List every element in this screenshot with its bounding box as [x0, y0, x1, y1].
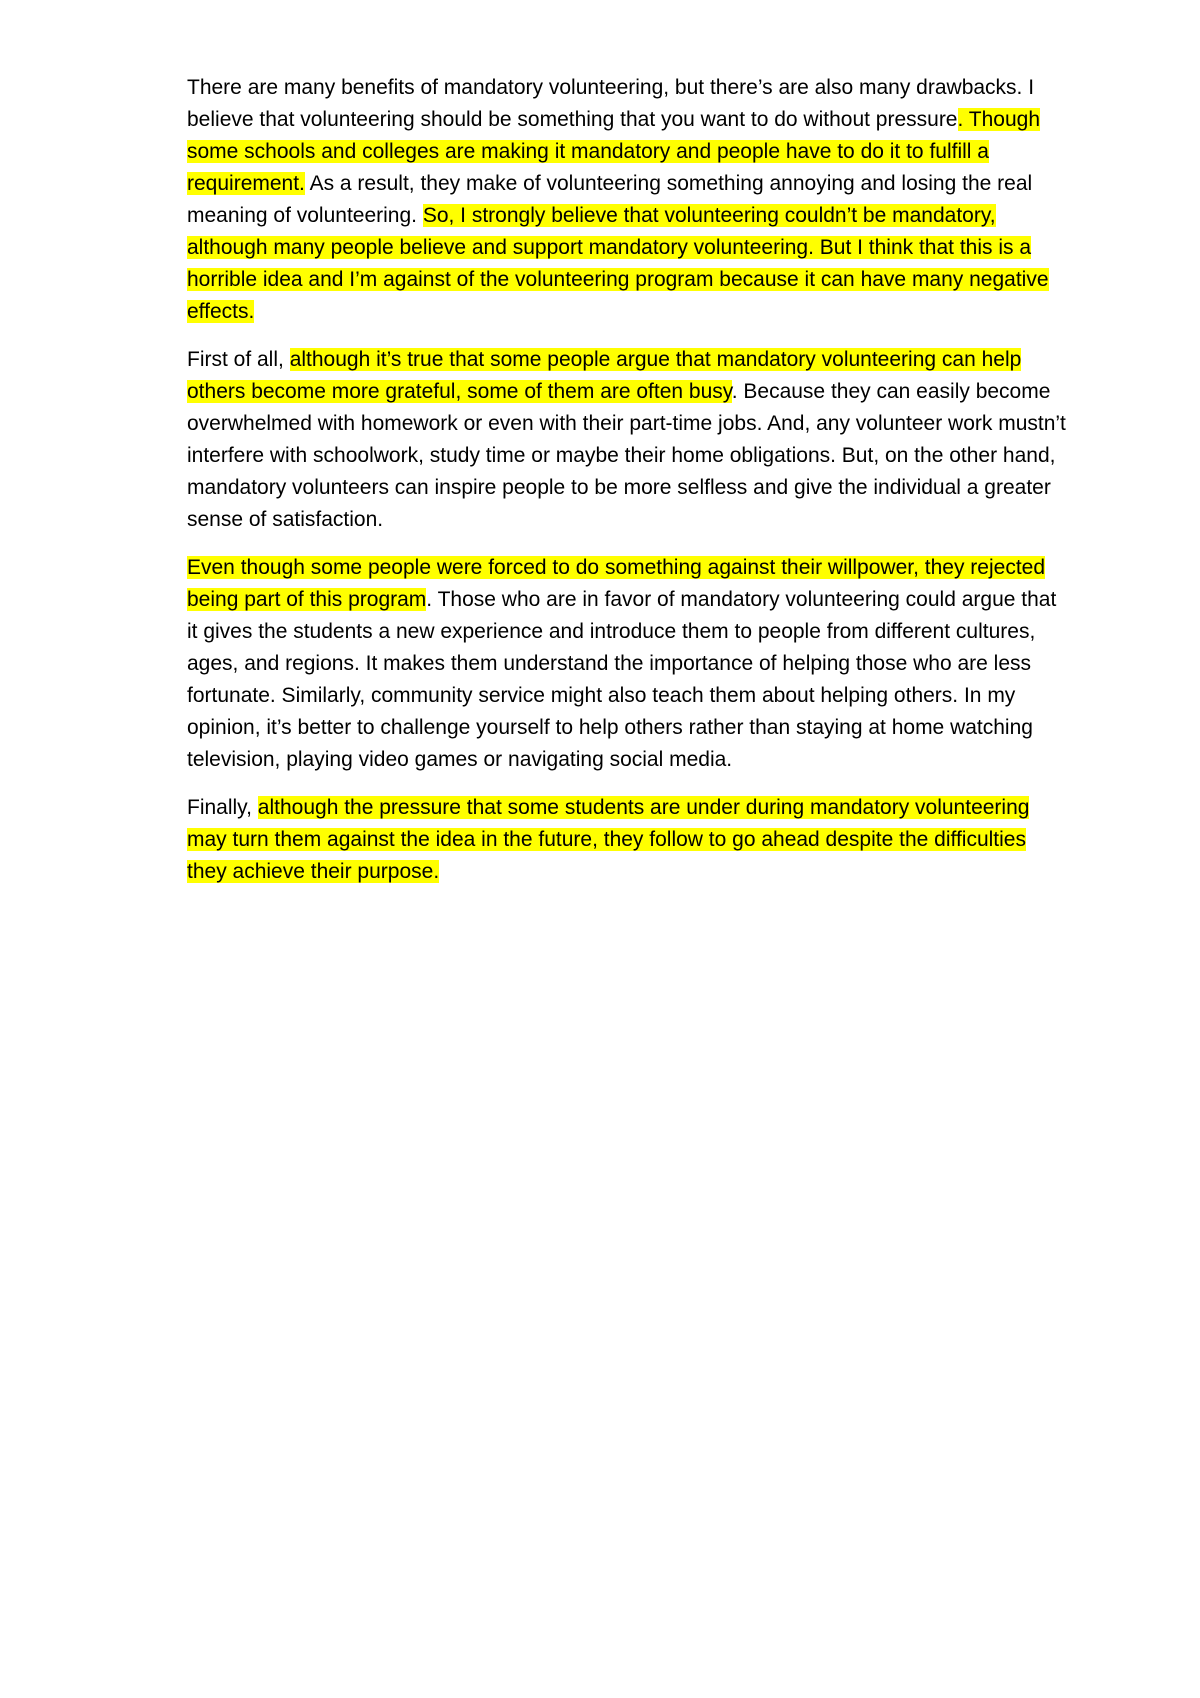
text-segment: . Those who are in favor of mandatory volunteering could argue that it gives the students a new experience and introduce them to people from different cultures, ages, and regions. It makes them understand the importance of helping those who are less fortunate. Similarly, community service might also teach them about helping others. In my opinion, it’s better to challenge yourself to help others rather than staying at home watching television, playing video games or navigating social media.	[187, 588, 1057, 771]
highlighted-text-segment: So, I strongly believe that volunteering couldn’t be mandatory, although many people believe and support mandatory volunteering. But I think that this is a horrible idea and I’m against of the volunteering program because it can have many negative effects.	[187, 204, 1049, 323]
paragraph-4	[187, 792, 1071, 888]
paragraph-2	[187, 344, 1071, 536]
text-segment: There are many benefits of mandatory volunteering, but there’s are also many drawbacks. I believe that volunteering should be something that you want to do without pressure	[187, 76, 1035, 131]
highlighted-text-segment: although the pressure that some students are under during mandatory volunteering may turn them against the idea in the future, they follow to go ahead despite the difficulties they achieve their purpose.	[187, 796, 1030, 883]
text-segment: Finally,	[187, 796, 258, 819]
highlighted-text-segment: although it’s true that some people argue that mandatory volunteering can help others become more grateful, some of them are often busy	[187, 348, 1022, 403]
text-segment: . Because they can easily become overwhelmed with homework or even with their part-time jobs. And, any volunteer work mustn’t interfere with schoolwork, study time or maybe their home obligations. But, on the other hand, mandatory volunteers can inspire people to be more selfless and give the individual a greater sense of satisfaction.	[187, 380, 1066, 531]
highlighted-text-segment: . Though some schools and colleges are making it mandatory and people have to do it to fulfill a requirement.	[187, 108, 1041, 195]
paragraph-1	[187, 72, 1071, 328]
document-body	[187, 72, 1071, 904]
text-segment: First of all,	[187, 348, 290, 371]
highlighted-text-segment: Even though some people were forced to do something against their willpower, they rejected being part of this program	[187, 556, 1046, 611]
paragraph-3	[187, 552, 1071, 776]
text-segment: As a result, they make of volunteering something annoying and losing the real meaning of volunteering.	[187, 172, 1033, 227]
